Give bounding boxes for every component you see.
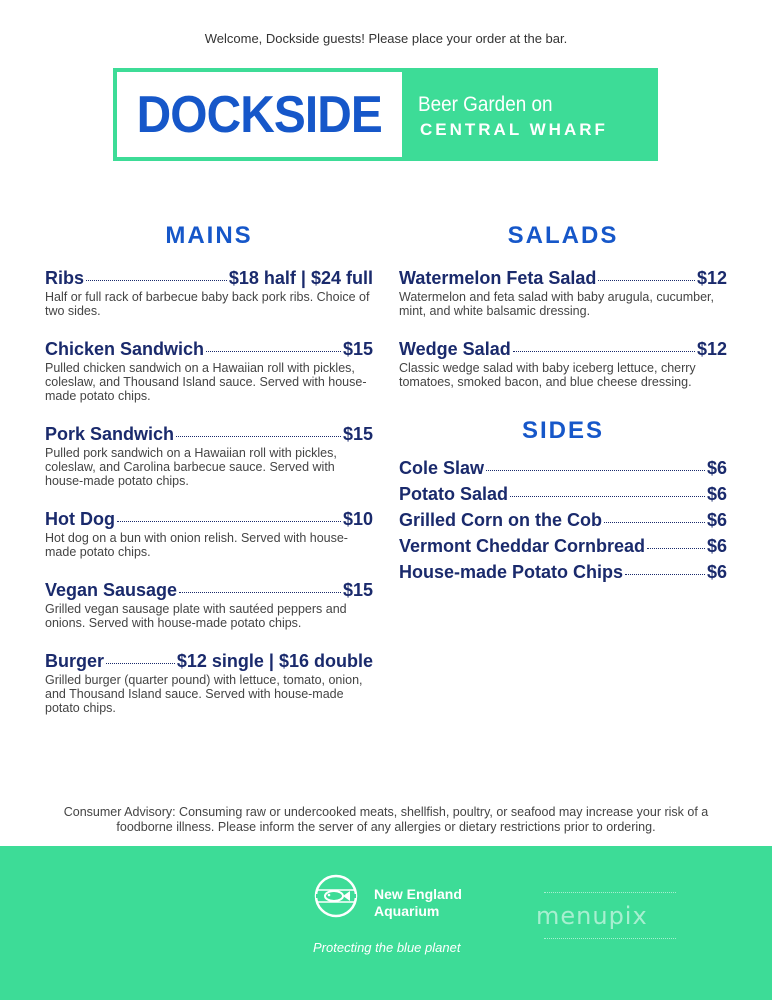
side-item-potato-salad [399, 481, 727, 507]
dot-leader [206, 351, 341, 352]
item-price: $6 [706, 510, 727, 530]
dockside-logo [113, 68, 658, 161]
dot-leader [513, 351, 695, 352]
dot-leader [486, 470, 705, 471]
dot-leader [510, 496, 705, 497]
side-item-cole-slaw [399, 455, 727, 481]
item-price: $15 [342, 424, 373, 444]
dot-leader [86, 280, 227, 281]
item-name: Wedge Salad [399, 339, 511, 359]
menu-item-pork-sandwich [45, 423, 373, 488]
dot-leader [625, 574, 705, 575]
consumer-advisory: Consumer Advisory: Consuming raw or undercooked meats, shellfish, poultry, or seafood may increase your risk of a foodborne illness. Please inform the server of any allergies or dietary restrictions prior to ordering. [63, 805, 709, 834]
item-name: Burger [45, 651, 105, 671]
menu-item-burger [45, 650, 373, 715]
menu-item-wedge-salad [399, 338, 727, 389]
item-description: Pulled pork sandwich on a Hawaiian roll with pickles, coleslaw, and Carolina barbecue sauce. Served with house-made potato chips. [45, 446, 337, 488]
dot-leader [106, 663, 175, 664]
item-price: $6 [706, 458, 727, 478]
item-price: $12 single | $16 double [176, 651, 373, 671]
dot-leader [647, 548, 705, 549]
item-name: Chicken Sandwich [45, 339, 205, 359]
item-description: Watermelon and feta salad with baby arugula, cucumber, mint, and white balsamic dressing. [399, 290, 714, 318]
item-name: Hot Dog [45, 509, 115, 529]
menu-item-hot-dog [45, 508, 373, 559]
item-price: $10 [342, 509, 373, 529]
item-description: Grilled burger (quarter pound) with lettuce, tomato, onion, and Thousand Island sauce. Served with house-made potato chips. [45, 673, 363, 715]
item-name: Ribs [45, 268, 85, 288]
item-name: Potato Salad [399, 484, 509, 504]
item-price: $12 [696, 268, 727, 288]
item-price: $6 [706, 484, 727, 504]
item-price: $12 [696, 339, 727, 359]
side-item-grilled-corn [399, 507, 727, 533]
dot-leader [604, 522, 705, 523]
salads-title: SALADS [507, 222, 619, 249]
dot-leader [179, 592, 341, 593]
item-name: Pork Sandwich [45, 424, 175, 444]
item-price: $15 [342, 580, 373, 600]
item-price: $18 half | $24 full [228, 268, 373, 288]
footer-band [0, 846, 772, 1000]
side-item-potato-chips [399, 559, 727, 585]
item-description: Half or full rack of barbecue baby back pork ribs. Choice of two sides. [45, 290, 370, 318]
item-name: Vegan Sausage [45, 580, 178, 600]
salads-sides-column [399, 222, 727, 585]
menu-item-ribs [45, 267, 373, 318]
side-item-cornbread [399, 533, 727, 559]
item-description: Pulled chicken sandwich on a Hawaiian roll with pickles, coleslaw, and Thousand Island sauce. Served with house-made potato chips. [45, 361, 367, 403]
item-name: Watermelon Feta Salad [399, 268, 597, 288]
watermark-line-bottom [544, 938, 676, 939]
item-name: Cole Slaw [399, 458, 485, 478]
menu-item-watermelon-feta-salad [399, 267, 727, 318]
item-price: $6 [706, 536, 727, 556]
item-name: Grilled Corn on the Cob [399, 510, 602, 530]
item-name: House-made Potato Chips [399, 562, 624, 582]
logo-name: DOCKSIDE [136, 85, 383, 144]
mains-title: MAINS [165, 222, 253, 249]
aquarium-name-line2: Aquarium [374, 903, 440, 919]
item-price: $15 [342, 339, 373, 359]
logo-subtitle-1: Beer Garden on [418, 93, 553, 116]
dot-leader [117, 521, 341, 522]
aquarium-fish-icon [314, 874, 358, 918]
logo-name-panel [117, 72, 402, 157]
aquarium-name [374, 886, 462, 920]
menu-item-chicken-sandwich [45, 338, 373, 403]
menupix-watermark: menupix [536, 902, 648, 930]
watermark-line-top [544, 892, 676, 893]
item-description: Grilled vegan sausage plate with sautéed peppers and onions. Served with house-made potato chips. [45, 602, 347, 630]
item-price: $6 [706, 562, 727, 582]
aquarium-name-line1: New England [374, 886, 462, 902]
welcome-message: Welcome, Dockside guests! Please place your order at the bar. [204, 31, 568, 46]
dot-leader [176, 436, 341, 437]
item-name: Vermont Cheddar Cornbread [399, 536, 646, 556]
item-description: Hot dog on a bun with onion relish. Served with house-made potato chips. [45, 531, 348, 559]
sides-list [399, 455, 727, 585]
item-description: Classic wedge salad with baby iceberg lettuce, cherry tomatoes, smoked bacon, and blue cheese dressing. [399, 361, 696, 389]
logo-subtitle-2: CENTRAL WHARF [420, 120, 608, 139]
sides-title: SIDES [521, 417, 605, 444]
mains-column [45, 222, 373, 715]
menu-item-vegan-sausage [45, 579, 373, 630]
aquarium-tagline: Protecting the blue planet [313, 940, 461, 955]
dot-leader [598, 280, 695, 281]
